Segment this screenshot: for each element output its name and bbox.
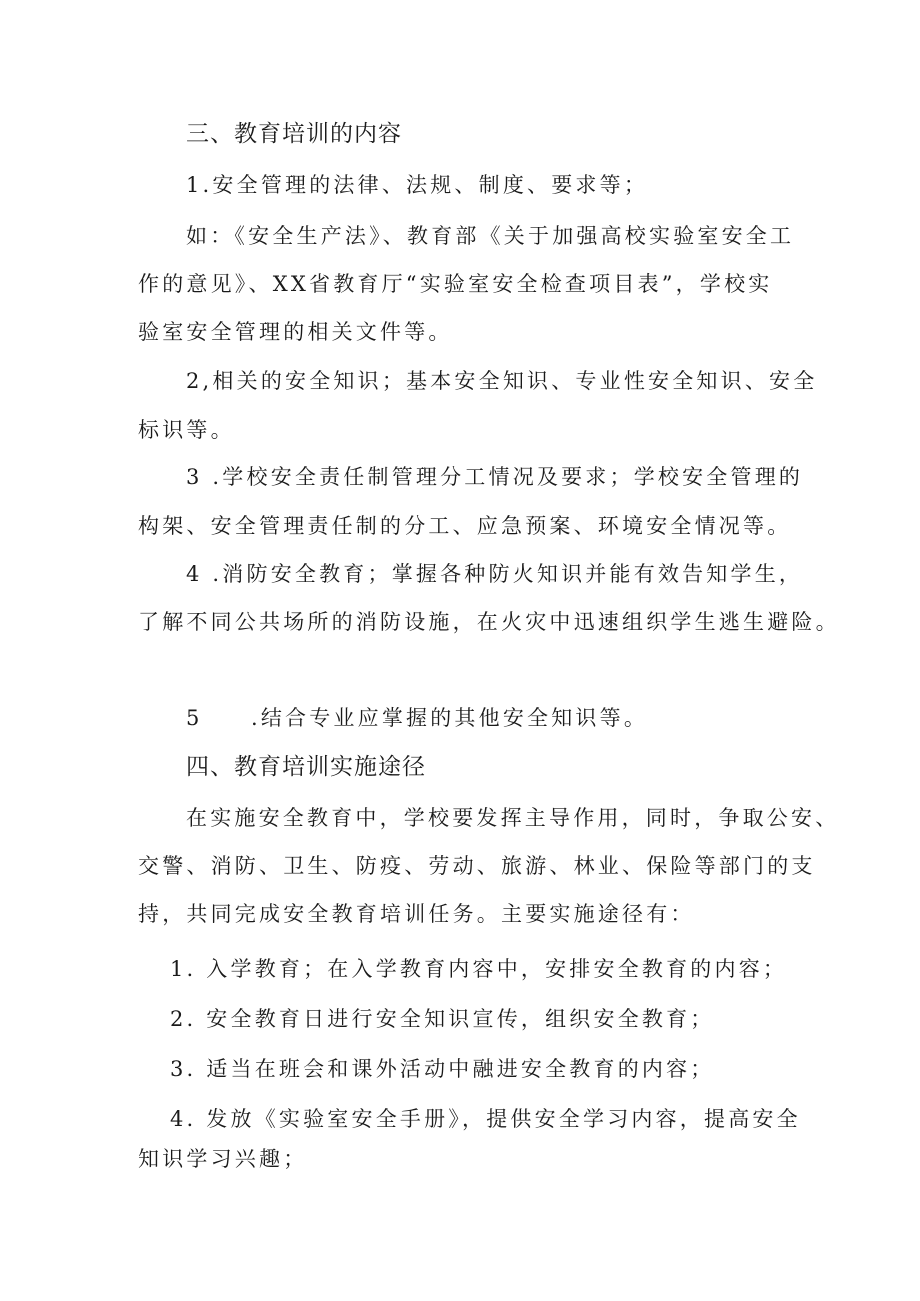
section3-item1-example-line3: 验室安全管理的相关文件等。 (138, 320, 453, 344)
section4-intro-line2: 交警、消防、卫生、防疫、劳动、旅游、林业、保险等部门的支 (138, 854, 816, 878)
section4-item3: 3. 适当在班会和课外活动中融进安全教育的内容； (170, 1057, 715, 1081)
section3-item1: 1.安全管理的法律、法规、制度、要求等； (186, 173, 649, 197)
section3-item2-line1: 2,相关的安全知识；基本安全知识、专业性安全知识、安全 (186, 369, 818, 393)
section3-item1-example-line1: 如：《安全生产法》、教育部《关于加强高校实验室安全工 (186, 224, 795, 248)
section4-heading: 四、教育培训实施途径 (186, 754, 426, 780)
section4-item1: 1. 入学教育；在入学教育内容中，安排安全教育的内容； (170, 957, 788, 981)
section3-item1-example-line2: 作的意见》、XX省教育厅“实验室安全检查项目表”，学校实 (138, 272, 773, 296)
section3-item2-line2: 标识等。 (138, 418, 235, 442)
section3-item3-line2: 构架、安全管理责任制的分工、应急预案、环境安全情况等。 (138, 514, 792, 538)
section4-intro-line3: 持，共同完成安全教育培训任务。主要实施途径有： (138, 902, 695, 926)
section4-item4-line1: 4. 发放《实验室安全手册》，提供安全学习内容，提高安全 (170, 1107, 801, 1131)
section3-heading: 三、教育培训的内容 (186, 121, 402, 147)
section3-item4-line2: 了解不同公共场所的消防设施，在火灾中迅速组织学生逃生避险。 (138, 610, 840, 634)
section3-item5: 5 .结合专业应掌握的其他安全知识等。 (186, 706, 649, 730)
section3-item4-line1: 4 .消防安全教育；掌握各种防火知识并能有效告知学生， (186, 562, 804, 586)
section4-item4-line2: 知识学习兴趣； (138, 1147, 308, 1171)
section3-item3-line1: 3 .学校安全责任制管理分工情况及要求；学校安全管理的 (186, 465, 804, 489)
section4-intro-line1: 在实施安全教育中，学校要发挥主导作用，同时，争取公安、 (186, 806, 840, 830)
section4-item2: 2. 安全教育日进行安全知识宣传，组织安全教育； (170, 1007, 715, 1031)
